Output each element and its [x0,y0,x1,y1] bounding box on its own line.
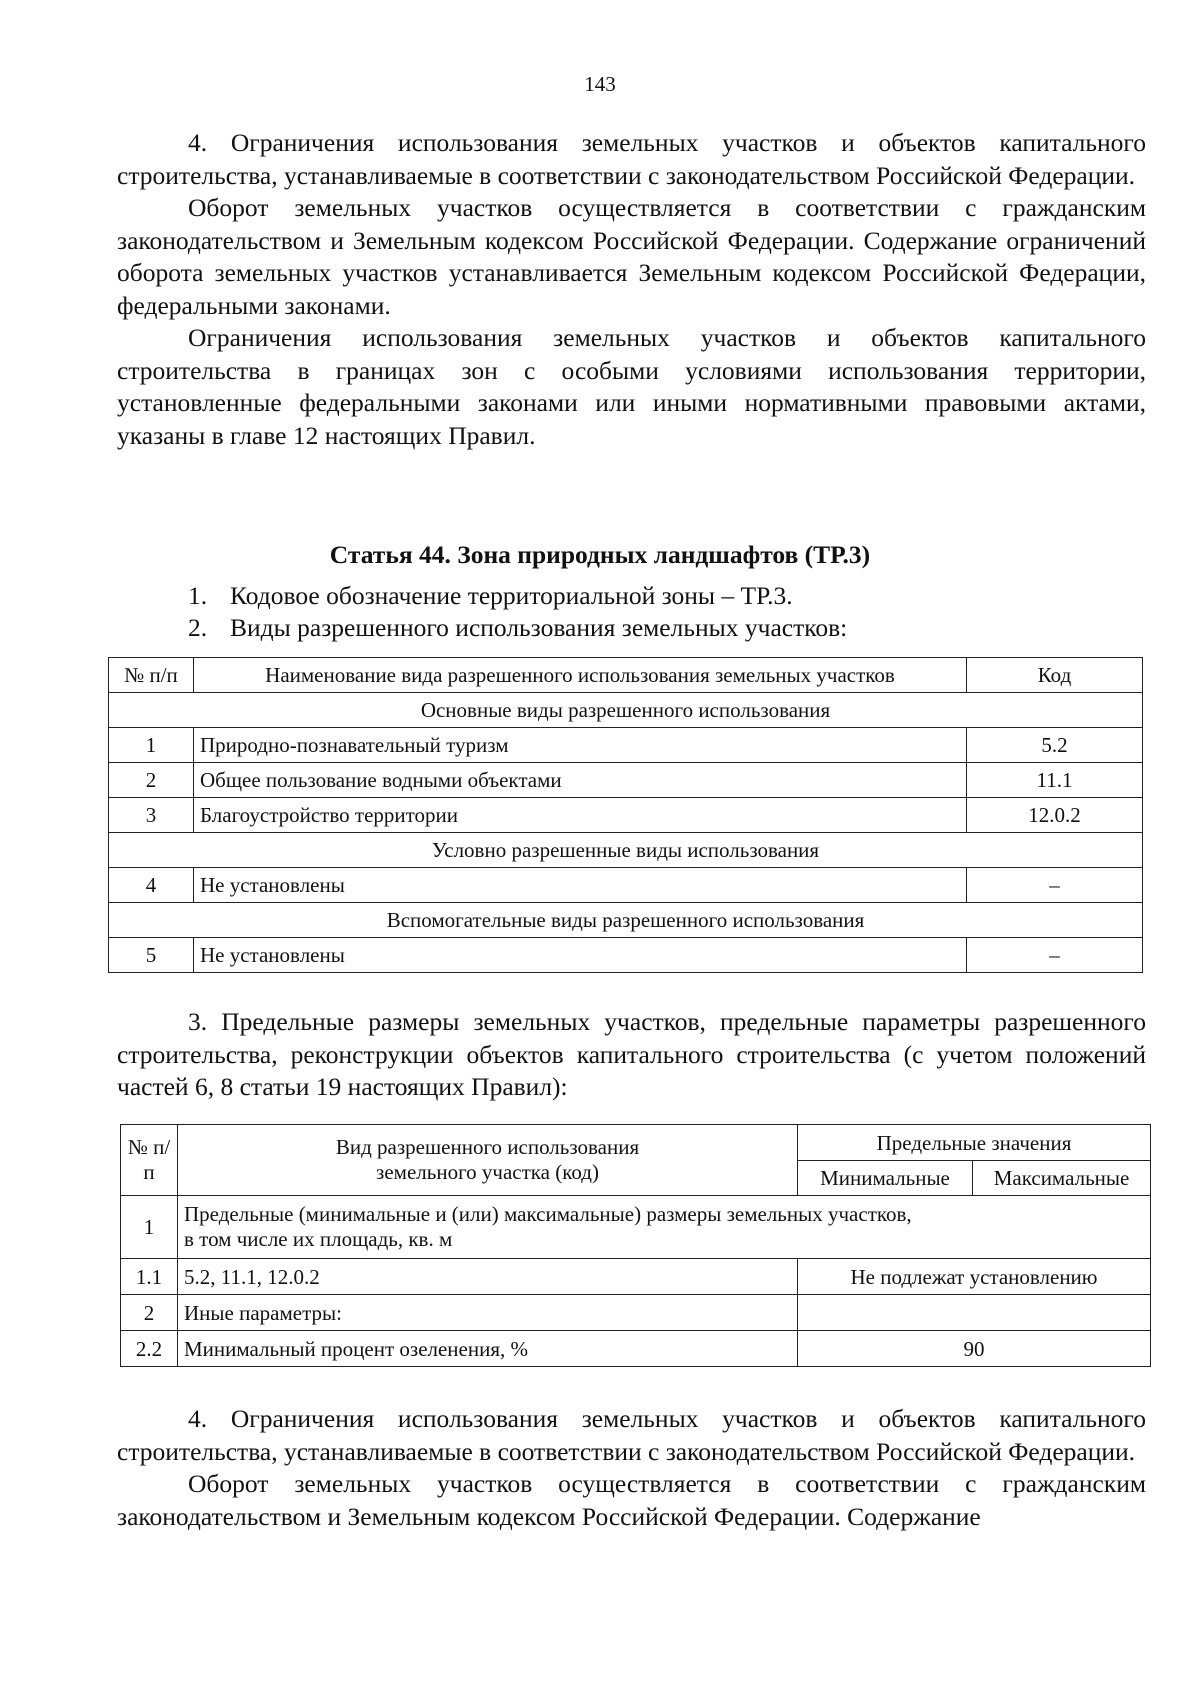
row-text: Минимальный процент озеленения, % [178,1331,798,1367]
table-row [121,1196,1151,1259]
row-text-line1: Предельные (минимальные и (или) максимальные) размеры земельных участков, [184,1202,912,1226]
limits-table [120,1124,1151,1367]
paragraph: 4. Ограничения использования земельных участков и объектов капитального строительства, устанавливаемые в соответствии с законодательством Российской Федерации. [117,128,1146,190]
section-row [109,693,1143,728]
row-name: Благоустройство территории [194,798,967,833]
table-header-row [121,1125,1151,1161]
row-value-empty [798,1295,1151,1331]
row-num: 2 [121,1295,178,1331]
row-num: 3 [109,798,194,833]
row-num: 1 [121,1196,178,1259]
row-codes: 5.2, 11.1, 12.0.2 [178,1259,798,1295]
row-value: Не подлежат установлению [798,1259,1151,1295]
row-name: Природно-познавательный туризм [194,728,967,763]
table-row [109,868,1143,903]
row-num: 2 [109,763,194,798]
row-value: 90 [798,1331,1151,1367]
paragraph-3-block [117,1006,1146,1104]
row-name: Не установлены [194,938,967,973]
row-text-line2: в том числе их площадь, кв. м [184,1227,453,1251]
paragraph: 4. Ограничения использования земельных участков и объектов капитального строительства, устанавливаемые в соответствии с законодательством Российской Федерации. [117,1404,1146,1466]
header-type-line1: Вид разрешенного использования [335,1135,640,1159]
header-limits: Предельные значения [798,1125,1151,1161]
row-num: 2.2 [121,1331,178,1367]
list-item-text: Виды разрешенного использования земельных участков: [230,613,848,642]
header-num: № п/п [109,658,194,693]
list-item [188,612,847,644]
list-item-text: Кодовое обозначение территориальной зоны – ТР.3. [230,581,793,610]
bottom-text-block [117,1403,1146,1533]
row-text: Иные параметры: [178,1295,798,1331]
top-text-block [117,127,1146,452]
article-title: Статья 44. Зона природных ландшафтов (ТР.3) [329,540,871,569]
row-text [178,1196,1151,1259]
row-num: 1 [109,728,194,763]
permitted-uses-table [108,657,1143,973]
row-code: – [967,868,1143,903]
row-code: 11.1 [967,763,1143,798]
header-num: № п/п [121,1125,178,1196]
list-item-number: 2. [188,613,208,642]
paragraph: Ограничения использования земельных участков и объектов капитального строительства в границах зон с особыми условиями использования территории, установленные федеральными законами или иными нормативными правовыми актами, указаны в главе 12 настоящих Правил. [117,323,1146,450]
row-num: 5 [109,938,194,973]
table-row [121,1259,1151,1295]
row-num: 4 [109,868,194,903]
header-code: Код [967,658,1143,693]
section-row [109,903,1143,938]
section-auxiliary: Вспомогательные виды разрешенного использования [109,903,1143,938]
table-row [109,728,1143,763]
table-row [121,1295,1151,1331]
paragraph: Оборот земельных участков осуществляется в соответствии с гражданским законодательством и Земельным кодексом Российской Федерации. Содержание [117,1469,1146,1531]
header-max: Максимальные [973,1161,1151,1196]
table-row [109,938,1143,973]
paragraph: 3. Предельные размеры земельных участков, предельные параметры разрешенного строительства, реконструкции объектов капитального строительства (с учетом положений частей 6, 8 статьи 19 настоящих Правил): [117,1007,1146,1101]
section-conditional: Условно разрешенные виды использования [109,833,1143,868]
header-name: Наименование вида разрешенного использования земельных участков [194,658,967,693]
paragraph: Оборот земельных участков осуществляется в соответствии с гражданским законодательством и Земельным кодексом Российской Федерации. Содержание ограничений оборота земельных участков устанавливается Земельным кодексом Российской Федерации, федеральными законами. [117,193,1146,320]
table-row [109,798,1143,833]
header-type [178,1125,798,1196]
row-name: Не установлены [194,868,967,903]
page-number: 143 [584,72,616,96]
header-min: Минимальные [798,1161,973,1196]
header-type-line2: земельного участка (код) [376,1160,599,1184]
row-name: Общее пользование водными объектами [194,763,967,798]
row-code: 5.2 [967,728,1143,763]
list-item-number: 1. [188,581,208,610]
table-row [121,1331,1151,1367]
numbered-list [188,580,847,644]
list-item [188,580,847,612]
row-code: – [967,938,1143,973]
row-code: 12.0.2 [967,798,1143,833]
table-row [109,763,1143,798]
section-row [109,833,1143,868]
section-main: Основные виды разрешенного использования [109,693,1143,728]
row-num: 1.1 [121,1259,178,1295]
table-header-row [109,658,1143,693]
